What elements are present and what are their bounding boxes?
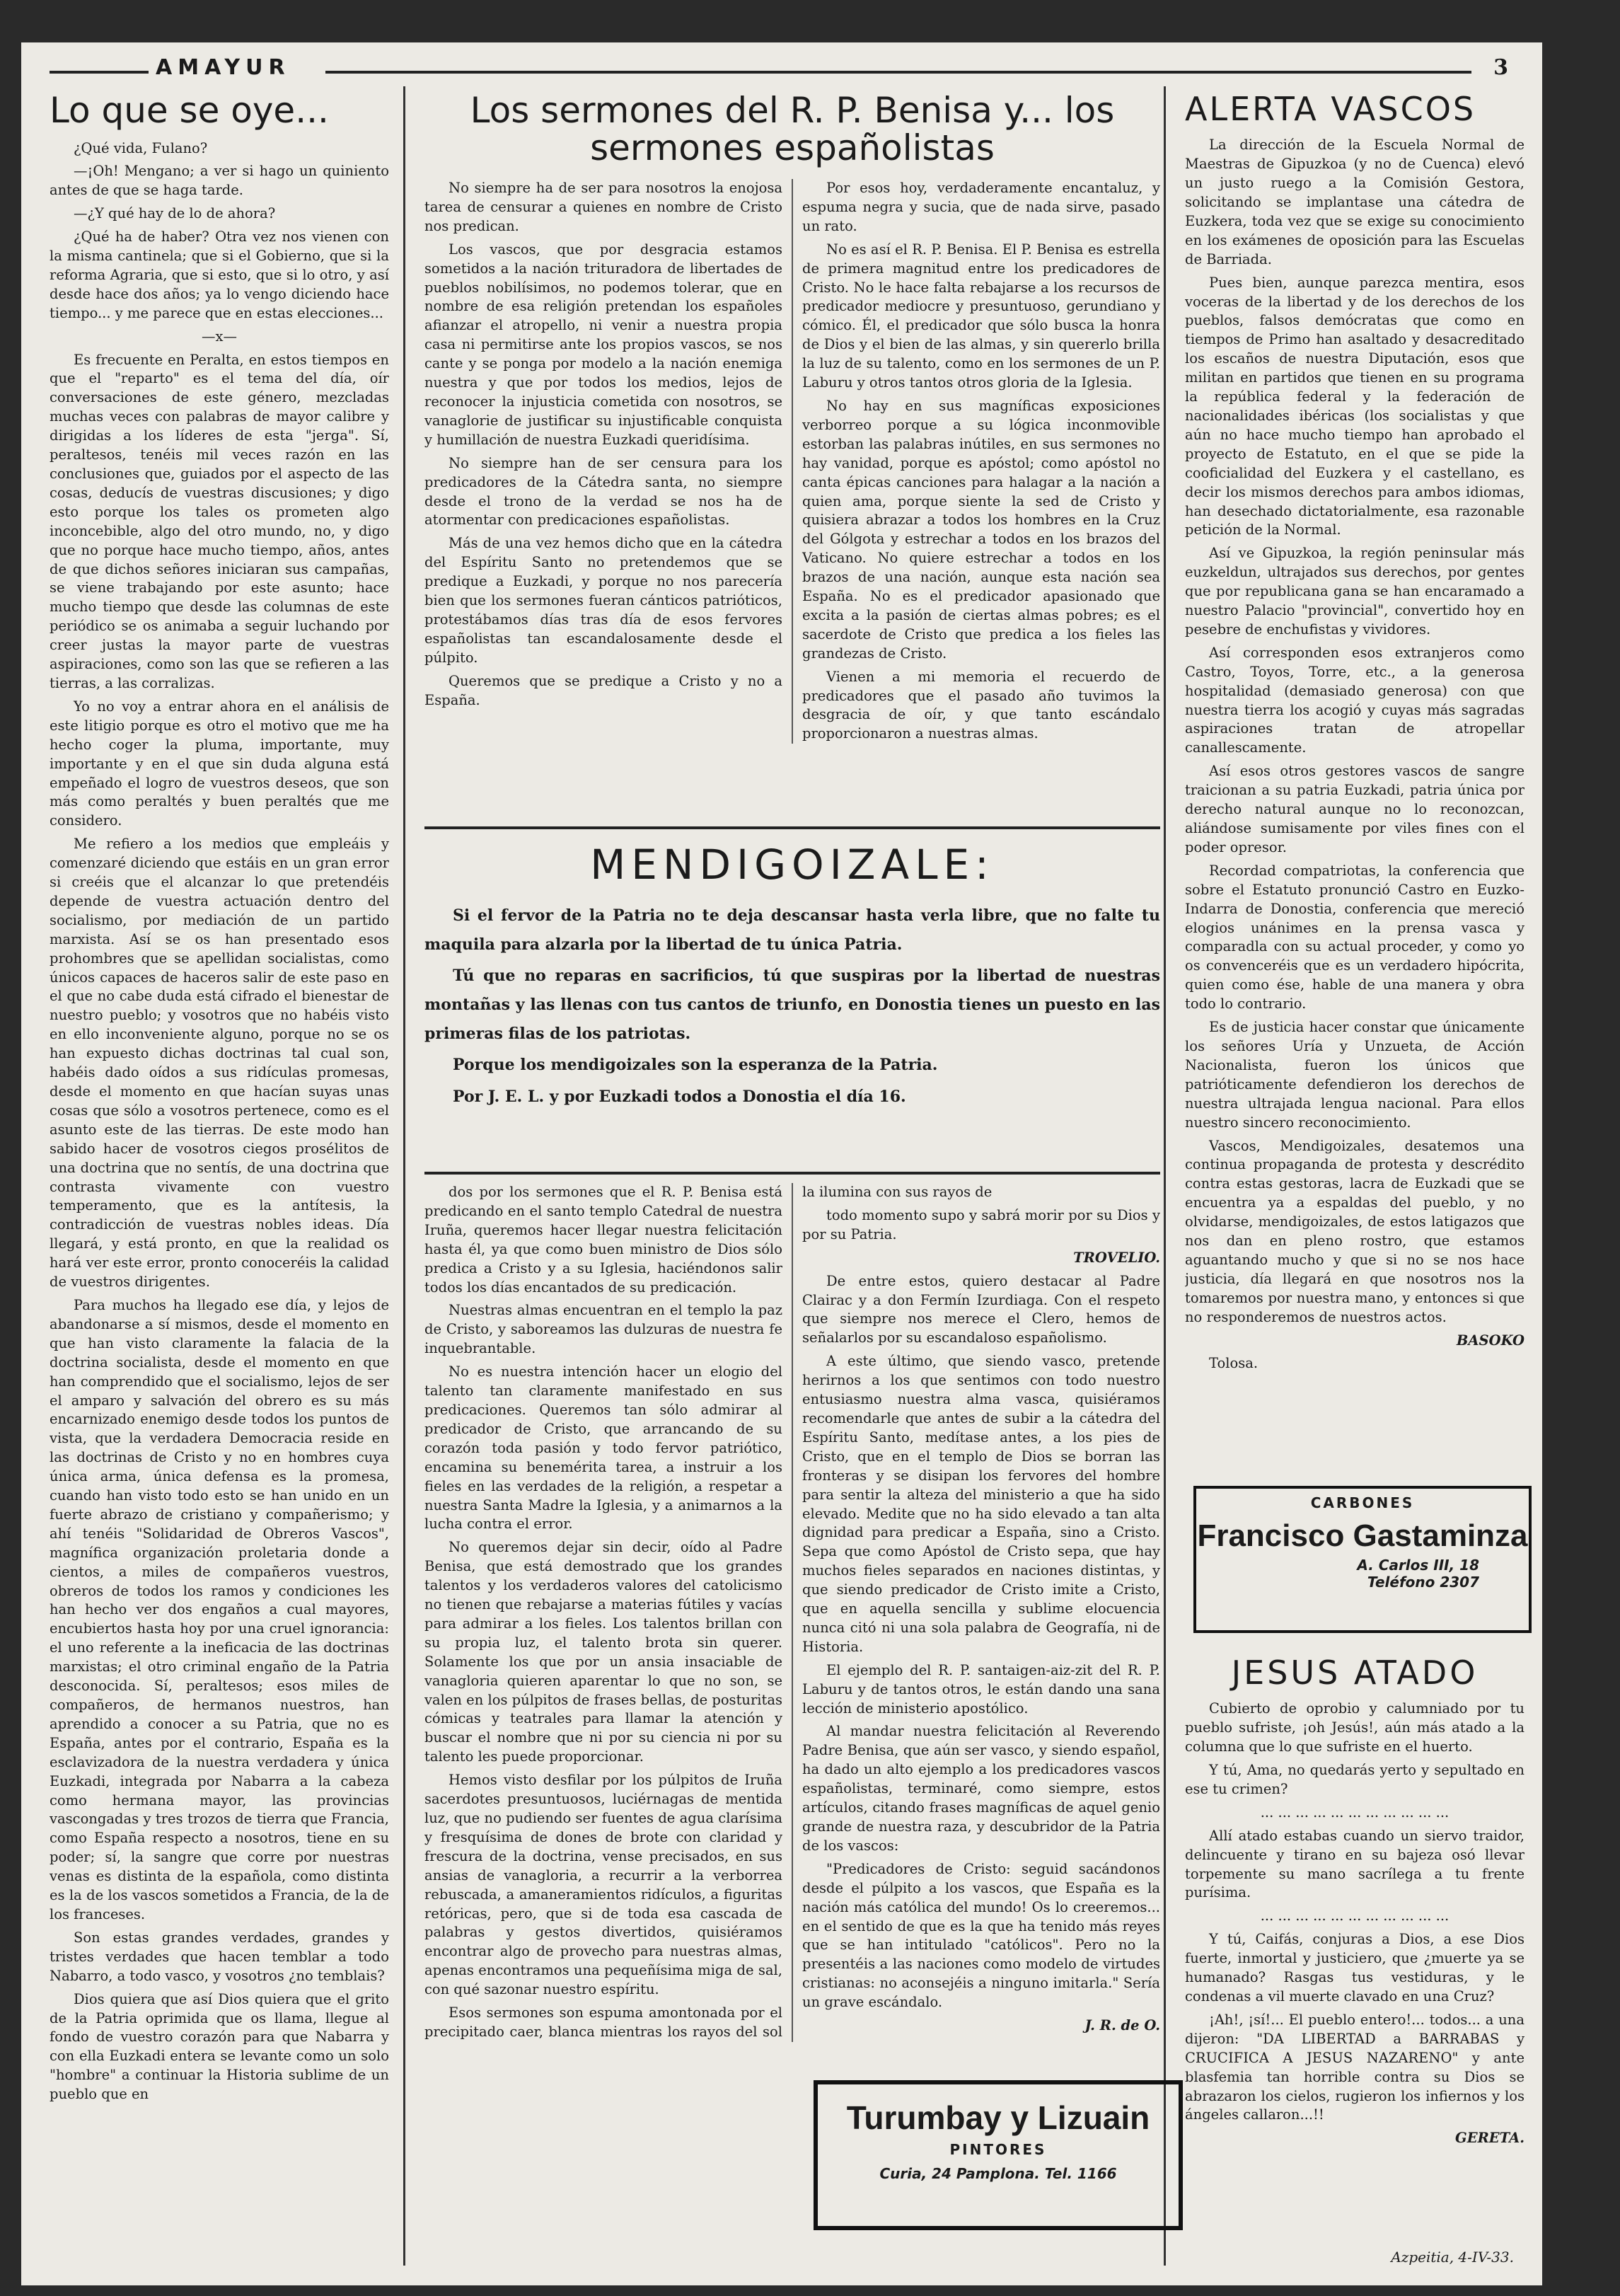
paragraph: Hemos visto desfilar por los púlpitos de Iruña sacerdotes presuntuosos, luciérnagas de mentida luz, que no pudiendo ser fuentes de agua clarísima y fresquísima de dones de brote con claridad y frescura de la doctrina, vense precisados, en sus ansias de vanagloria, a recurrir a la verborrea rebuscada, a amaneramientos ridículos, a figuritas retóricas, pero, que si de toda esa cascada de palabras y gestos divertidos, quisiéramos encontrar algo de provecho para nuestras almas, apenas encontramos una pequeñísima miga de sal, con qué sazonar nuestro espíritu. bbox=[424, 1772, 782, 1998]
paragraph: dos por los sermones que el R. P. Benisa está predicando en el santo templo Catedral de nuestra Iruña, queremos hacer llegar nuestra felicitación hasta él, ya que como buen ministro de Dios sólo predica a Cristo y a su Iglesia, haciéndonos salir todos los días encantados de su predicación. bbox=[424, 1184, 782, 1296]
banner-rule-bottom bbox=[424, 1172, 1160, 1175]
paragraph: ¡Ah!, ¡sí!... El pueblo entero!... todos... a una dijeron: "DA LIBERTAD a BARRABAS y CRUCIFICA A JESUS NAZARENO" y ante blasfemia tan horrible contra su Dios se abrazaron los cielos, rugieron los infiernos y los ángeles callaron...!! bbox=[1185, 2011, 1524, 2123]
ad-gastaminza bbox=[1193, 1486, 1532, 1633]
banner-paragraph: Si el fervor de la Patria no te deja descansar hasta verla libre, que no falte tu maquila para alzarla por la libertad de tu única Patria. bbox=[424, 906, 1160, 954]
paragraph: Es de justicia hacer constar que únicamente los señores Uría y Unzueta, de Acción Nacionalista, fueron los únicos que patrióticamente defendieron los derechos de nuestra ultrajada lengua nacional. Para ellos nuestro sincero reconocimiento. bbox=[1185, 1019, 1524, 1131]
paragraph: —¡Oh! Mengano; a ver si hago un quiniento antes de que se haga tarde. bbox=[50, 163, 389, 199]
paragraph: Los vascos, que por desgracia estamos sometidos a la nación trituradora de libertades de pueblos nobilísimos, no podemos tolerar, que en nombre de esa religión pretendan los españoles afianzar el atropello, ni venir a nuestra propia casa ni permitirse ante los propios vascos, se nos cante y se ponga por modelo a la nación enemiga nuestra y que por todos los medios, lejos de reconocer la injusticia cometida con nosotros, se vanaglorie de justificar su injustificable conquista y humillación de nuestra Euzkadi queridísima. bbox=[424, 241, 782, 448]
banner-paragraph: Tú que no reparas en sacrificios, tú que suspiras por la libertad de nuestras montañas y las llenas con tus cantos de triunfo, en Donostia tienes un puesto en las primeras filas de los patriotas. bbox=[424, 967, 1160, 1043]
paragraph: Nuestras almas encuentran en el templo la paz de Cristo, y saboreamos las dulzuras de nuestra fe inquebrantable. bbox=[424, 1302, 782, 1357]
paragraph: Esos sermones son espuma amontonada por el precipitado caer, blanca mientras los rayos del sol la ilumina con sus rayos de bbox=[424, 1184, 993, 2040]
footer-place-date: Azpeitia, 4-IV-33. bbox=[1391, 2249, 1514, 2266]
paragraph: El ejemplo del R. P. santaigen-aiz-zit del R. P. Laburu y de tantos otros, le están dando una sana lección de ministerio apostólico. bbox=[802, 1661, 1160, 1717]
signature: TROVELIO. bbox=[1073, 1249, 1160, 1266]
paragraph: Allí atado estabas cuando un siervo traidor, delincuente y tirano en su bajeza osó llevar torpemente su mano sacrílega a tu frente purísima. bbox=[1185, 1827, 1524, 1901]
paragraph: Y tú, Ama, no quedarás yerto y sepultado en ese tu crimen? bbox=[1185, 1762, 1524, 1797]
paragraph: Así ve Gipuzkoa, la región peninsular más euzkeldun, ultrajados sus derechos, por gentes que por republicana gana se han encaramado a nuestro Palacio "provincial", convertido hoy en pesebre de enchufistas y vividores. bbox=[1185, 545, 1524, 638]
banner-title: MENDIGOIZALE: bbox=[590, 841, 995, 889]
paragraph: No siempre ha de ser para nosotros la enojosa tarea de censurar a quienes en nombre de Cristo nos predican. bbox=[424, 180, 782, 234]
paragraph: Dios quiera que así Dios quiera que el grito de la Patria oprimida que os llama, llegue al fondo de vuestro corazón para que Nabarra y con ella Euzkadi entera se levante como un solo "hombre" a continuar la Historia sublime de un pueblo que en bbox=[50, 1990, 389, 2103]
paragraph: Yo no voy a entrar ahora en el análisis de este litigio porque es otro el motivo que me ha hecho coger la pluma, importante, muy importante y en el que sin duda alguna está empeñado el logro de vuestros deseos, que son más como peraltés y buen peraltés que me considero. bbox=[50, 698, 389, 829]
paragraph: Vienen a mi memoria el recuerdo de predicadores que el pasado año tuvimos la desgracia de oír, y que tanto escándalo proporcionaron a nuestras almas. bbox=[802, 668, 1160, 742]
banner-paragraph: Porque los mendigoizales son la esperanza de la Patria. bbox=[453, 1056, 938, 1075]
paragraph: Más de una vez hemos dicho que en la cátedra del Espíritu Santo no pretendemos que se predique a Euzkadi, y porque no nos parecería bien que los sermones fueran cánticos patrióticos, protestábamos días tras día de esos fervores españolistas tan escandalosamente desde el púlpito. bbox=[424, 535, 782, 666]
ad-phone: Teléfono 2307 bbox=[1367, 1574, 1479, 1591]
article-lo-que-se-oye bbox=[50, 92, 389, 2271]
article-body bbox=[50, 139, 389, 2105]
signature: GERETA. bbox=[1455, 2130, 1524, 2147]
masthead-name: AMAYUR bbox=[156, 55, 291, 80]
paragraph: ¿Qué ha de haber? Otra vez nos vienen con la misma cantinela; que si el Gobierno, que si la reforma Agraria, que si esto, que si lo otro, y así desde hace dos años; ya lo vengo diciendo hace tiempo... y me parece que en estas elecciones... bbox=[50, 229, 389, 321]
paragraph: Al mandar nuestra felicitación al Reverendo Padre Benisa, que aún ser vasco, y siendo español, ha dado un alto ejemplo a los predicadores vascos españolistas, terminaré, como siempre, estos artículos, citando frases magníficas de aquel genio grande de nuestra raza, y descubridor de la Patria de los vascos: bbox=[802, 1723, 1160, 1854]
header-rule-left bbox=[50, 71, 149, 74]
article-sermones bbox=[424, 92, 1160, 821]
article-body bbox=[1185, 1700, 1524, 2148]
paragraph: La dirección de la Escuela Normal de Maestras de Gipuzkoa (y no de Cuenca) elevó un justo ruego a la Comisión Gestora, solicitando se implantase una cátedra de Euzkera, toda vez que se exige su conocimiento en los exámenes de oposición para las Escuelas de Barriada. bbox=[1185, 137, 1524, 267]
article-title: ALERTA VASCOS bbox=[1185, 92, 1476, 128]
paragraph: ¿Qué vida, Fulano? bbox=[74, 139, 208, 156]
paragraph: Por esos hoy, verdaderamente encantaluz, y espuma negra y sucia, que de nada sirve, pasado un rato. bbox=[802, 180, 1160, 234]
separator: ... ... ... ... ... ... ... ... ... ... ... bbox=[1260, 1908, 1450, 1925]
ad-turumbay bbox=[814, 2080, 1183, 2230]
article-body bbox=[1185, 136, 1524, 1373]
paragraph: No es nuestra intención hacer un elogio del talento tan claramente manifestado en sus predicaciones. Queremos tan sólo admirar al predicador de Cristo, que arrancando de su corazón toda pasión y todo fervor patriótico, encamina su benemérita tarea, a instruir a los fieles en las verdades de la religión, a respetar a nuestra Santa Madre la Iglesia, y a animarnos a la lucha contra el error. bbox=[424, 1363, 782, 1533]
paragraph: Es frecuente en Peralta, en estos tiempos en que el "reparto" es el tema del día, oír conversaciones de este género, mezcladas muchas veces con palabras de mayor calibre y dirigidas a los líderes de esta "jerga". Sí, peraltesos, tenéis mil veces razón en las conclusiones que, guiados por el aspecto de las cosas, deducís de vuestras discusiones; y digo esto porque los tales os prometen algo inconcebible, algo del otro mundo, no, y digo que no porque hace mucho tiempo, años, antes de que dichos señores iniciaran sus campañas, se viene trabajando por este asunto; hace mucho tiempo que desde las columnas de este periódico se os animaba a seguir luchando por creer justas la mayor parte de vuestras aspiraciones, como son las que se refieren a las tierras, a las corralizas. bbox=[50, 351, 389, 691]
page-header bbox=[50, 55, 1514, 83]
place: Tolosa. bbox=[1209, 1355, 1259, 1372]
paragraph: "Predicadores de Cristo: seguid sacándonos desde el púlpito a los vascos, que España es la nación más católica del mundo! Os lo creeremos... en el sentido de que es la que ha tenido más reyes que se han intitulado "católicos". Pero no la presentéis a las naciones como modelo de virtudes cristianas: no aconsejéis a ninguno imitarla." Sería un grave escándalo. bbox=[802, 1860, 1160, 2011]
paragraph: A este último, que siendo vasco, pretende herirnos a los que sentimos con todo nuestro entusiasmo nuestra alma vasca, quisiéramos recomendarle que antes de subir a la cátedra del Espíritu Santo, medítase antes, a los pies de Cristo, que en el templo de Dios se borran las fronteras y se disipan los fervores del hombre para sentir la alteza del ministerio a que ha sido elevado. Medite que no ha sido elevado a tan alta dignidad para predicar a España, sino a Cristo. Sepa que como Apóstol de Cristo sepa, que hay muchos fieles separados en naciones distintas, y que siendo predicador de Cristo imite a Cristo, que en aquella sencilla y sublime elocuencia nunca citó ni una sola palabra de Geografía, ni de Historia. bbox=[802, 1353, 1160, 1655]
banner-paragraph: Por J. E. L. y por Euzkadi todos a Donostia el día 16. bbox=[453, 1088, 906, 1107]
paragraph: De entre estos, quiero destacar al Padre Clairac y a don Fermín Izurdiaga. Con el respeto que siempre nos merece el Clero, hemos de señalarlos por su escandaloso españolismo. bbox=[802, 1272, 1160, 1346]
paragraph: No es así el R. P. Benisa. El P. Benisa es estrella de primera magnitud entre los predicadores de Cristo. No le hace falta rebajarse a los recursos de predicador mediocre y presuntuoso, gerundiano y cómico. Él, el predicador que sólo busca la honra de Dios y el bien de las almas, y sin quererlo brilla la luz de su talento, como en los sermones de un P. Laburu y otros tantos otros gloria de la Iglesia. bbox=[802, 241, 1160, 391]
ad-category: CARBONES bbox=[1310, 1494, 1415, 1511]
header-rule-right bbox=[325, 71, 1471, 74]
ad-name: Turumbay y Lizuain bbox=[846, 2099, 1150, 2136]
newspaper-page bbox=[21, 42, 1542, 2285]
separator: —x— bbox=[202, 328, 237, 345]
paragraph: Vascos, Mendigoizales, desatemos una continua propaganda de protesta y descrédito contra estas gestoras, lacra de Euzkadi que se encuentra ya a espaldas del pueblo, y no olvidarse, mendigoizales, de estos latigazos que nos dan en pleno rostro, que estamos aguantando mucho y que si no se nos hace justicia, día llegará en que nosotros nos la tomaremos por nuestra mano, y entonces si que no responderemos de nuestros actos. bbox=[1185, 1137, 1524, 1325]
article-title: Lo que se oye... bbox=[50, 92, 329, 131]
ad-category: PINTORES bbox=[949, 2141, 1047, 2158]
ad-address: Curia, 24 Pamplona. Tel. 1166 bbox=[879, 2165, 1117, 2182]
paragraph: Para muchos ha llegado ese día, y lejos de abandonarse a sí mismos, desde el momento en que han visto claramente la falacia de la doctrina socialista, desde el momento en que han comprendido que el socialismo, lejos de ser el amparo y salvación del obrero es su más encarnizado enemigo desde todos los puntos de vista, que la verdadera Democracia reside en las doctrinas de Cristo y no en hombres cuya única arma, única defensa es la promesa, cuando han visto todo esto se han unido en un fuerte abrazo de cristiano y compañerismo; y ahí tenéis "Solidaridad de Obreros Vascos", magnífica organización proletaria donde a cientos, a miles de compañeros vuestros, obreros de todos los ramos y condiciones les han hecho ver dos engaños a cual mayores, encubiertos hasta hoy por una cruel ignorancia: el uno referente a la ineficacia de las doctrinas marxistas; el otro criminal engaño de la Patria desconocida. Sí, peraltesos; esos miles de compañeros, de hermanos nuestros, han aprendido a conocer a su Patria, que no es España, antes por el contrario, España es la esclavizadora de la nuestra verdadera y única Euzkadi, integrada por Nabarra a la cabeza como hermana mayor, las provincias vascongadas y tres trozos de tierra que Francia, como España respecto a nosotros, tiene en su poder; sí, la sangre que corre por nuestras venas es distinta de la española, como distinta es la de los vascos sometidos a Francia, de la de los franceses. bbox=[50, 1296, 389, 1922]
paragraph: No queremos dejar sin decir, oído al Padre Benisa, que está demostrado que los grandes talentos y los verdaderos valores del catolicismo no tienen que rebajarse a materias fútiles y vacías para admirar a los fieles. Los talentos brillan con su propia luz, el talento brota sin querer. Solamente los que por un ansia insaciable de vanagloria quieren aparentar lo que no son, se valen en los púlpitos de frases bellas, de posturitas cómicas y teatrales para llamar la atención y buscar el nombre que ni por su ciencia ni por su talento les puede proporcionar. bbox=[424, 1539, 782, 1765]
paragraph: —¿Y qué hay de lo de ahora? bbox=[74, 205, 276, 222]
banner-rule-top bbox=[424, 826, 1160, 829]
paragraph: Son estas grandes verdades, grandes y tristes verdades que hacen temblar a todo Nabarro, a todo vasco, y vosotros ¿no temblais? bbox=[50, 1929, 389, 1984]
paragraph: Así corresponden esos extranjeros como Castro, Toyos, Torre, etc., a la generosa hospitalidad (demasiado generosa) con que nuestra tierra los acogió y cuyas más sagradas aspiraciones tratan de atropellar canallescamente. bbox=[1185, 644, 1524, 756]
signature: BASOKO bbox=[1456, 1332, 1524, 1349]
paragraph: todo momento supo y sabrá morir por su Dios y por su Patria. bbox=[802, 1206, 1160, 1242]
paragraph: Así esos otros gestores vascos de sangre traicionan a su patria Euzkadi, patria única por derecho natural aunque no lo reconozcan, aliándose sumisamente por viles fines con el poder opresor. bbox=[1185, 763, 1524, 855]
paragraph: No siempre han de ser censura para los predicadores de la Cátedra santa, no siempre desde el trono de la verdad se nos ha de atormentar con predicaciones españolistas. bbox=[424, 454, 782, 529]
article-body bbox=[424, 1183, 1160, 2042]
column-rule bbox=[1164, 86, 1166, 2266]
article-title: JESUS ATADO bbox=[1231, 1656, 1479, 1692]
ad-name: Francisco Gastaminza bbox=[1197, 1518, 1528, 1553]
article-sermones-continued bbox=[424, 1183, 1160, 2067]
paragraph: Recordad compatriotas, la conferencia que sobre el Estatuto pronunció Castro en Euzko-Indarra de Donostia, conferencia que mereció elogios unánimes en la prensa vasca y comparadla con su actual proceder, y como yo os convenceréis que es un verdadero hipócrita, quien como ése, hable de una manera y obra todo lo contrario. bbox=[1185, 862, 1524, 1013]
mendigoizale-banner bbox=[424, 833, 1160, 1166]
paragraph: Pues bien, aunque parezca mentira, esos voceras de la libertad y de los derechos de los pueblos, falsos demócratas que como en tiempos de Primo han asaltado y desacreditado los escaños de nuestra Diputación, esos que militan en partidos que tienen en su programa la república federal y la federación de nacionalidades ibéricas (los socialistas y que aún no hace mucho tiempo han aprobado el proyecto de Estatuto, en el que se pide la cooficialidad del Euzkera y el castellano, es decir los mismos derechos para ambos idiomas, han desechado dictatorialmente, esa razonable petición de la Normal. bbox=[1185, 274, 1524, 538]
paragraph: Y tú, Caifás, conjuras a Dios, a ese Dios fuerte, inmortal y justiciero, que ¿muerte ya se humanado? Rasgas tus vestiduras, y le condenas a vil muerte clavado en una Cruz? bbox=[1185, 1931, 1524, 2004]
article-jesus-atado bbox=[1185, 1656, 1524, 2264]
column-rule bbox=[403, 86, 405, 2266]
article-title: Los sermones del R. P. Benisa y... los sermones españolistas bbox=[470, 92, 1115, 168]
separator: ... ... ... ... ... ... ... ... ... ... ... bbox=[1260, 1804, 1450, 1821]
page-number: 3 bbox=[1493, 55, 1508, 80]
paragraph: No hay en sus magníficas exposiciones verborreo porque a su lógica inconmovible estorban las palabras inútiles, en sus sermones no hay vanidad, porque es apóstol; como apóstol no canta épicas canciones para halagar a la nación a quien ama, porque siente la sed de Cristo y quisiera abrazar a todos los hombres en la Cruz del Gólgota y estrechar a todos en los brazos del Vaticano. No quiere estrechar a todos en los brazos de una nación, aunque esta nación sea España. No es el predicador apasionado que excita a la pasión de ciertas almas pobres; es el sacerdote de Cristo que predica a los fieles las grandezas de Cristo. bbox=[802, 397, 1160, 662]
signature: J. R. de O. bbox=[1084, 2017, 1160, 2034]
article-alerta-vascos bbox=[1185, 92, 1524, 1472]
article-body bbox=[424, 179, 1160, 744]
paragraph: Cubierto de oprobio y calumniado por tu pueblo sufriste, ¡oh Jesús!, aún más atado a la columna que lo que sufriste en el huerto. bbox=[1185, 1700, 1524, 1755]
ad-address: A. Carlos III, 18 bbox=[1357, 1557, 1479, 1574]
paragraph: Me refiero a los medios que empleáis y comenzaré diciendo que estáis en un gran error si creéis que el alcanzar lo que pretendéis depende de vuestra actuación dentro del socialismo, por mediación de un partido marxista. Así se os han presentado esos prohombres que se apellidan socialistas, como únicos capaces de haceros salir de este paso en el que no cabe duda está cifrado el bienestar de nuestro pueblo; y vosotros que no habéis visto en ello inconveniente alguno, porque no se os han expuesto dichas doctrinas tal cual son, habéis dado oídos a sus ridículas promesas, desde el momento en que hacían suyas unas cosas que sólo a vosotros pertenece, como es el asunto este de las tierras. De este modo han sabido hacer de vosotros ciegos prosélitos de una doctrina que no sentís, de una doctrina que contrasta vivamente con vuestro temperamento, que es la antítesis, la contradicción de vuestras nobles ideas. Día llegará, y está pronto, en que la realidad os hará ver este error, pronto conoceréis la calidad de vuestros dirigentes. bbox=[50, 836, 389, 1291]
paragraph: Queremos que se predique a Cristo y no a España. bbox=[424, 672, 782, 708]
